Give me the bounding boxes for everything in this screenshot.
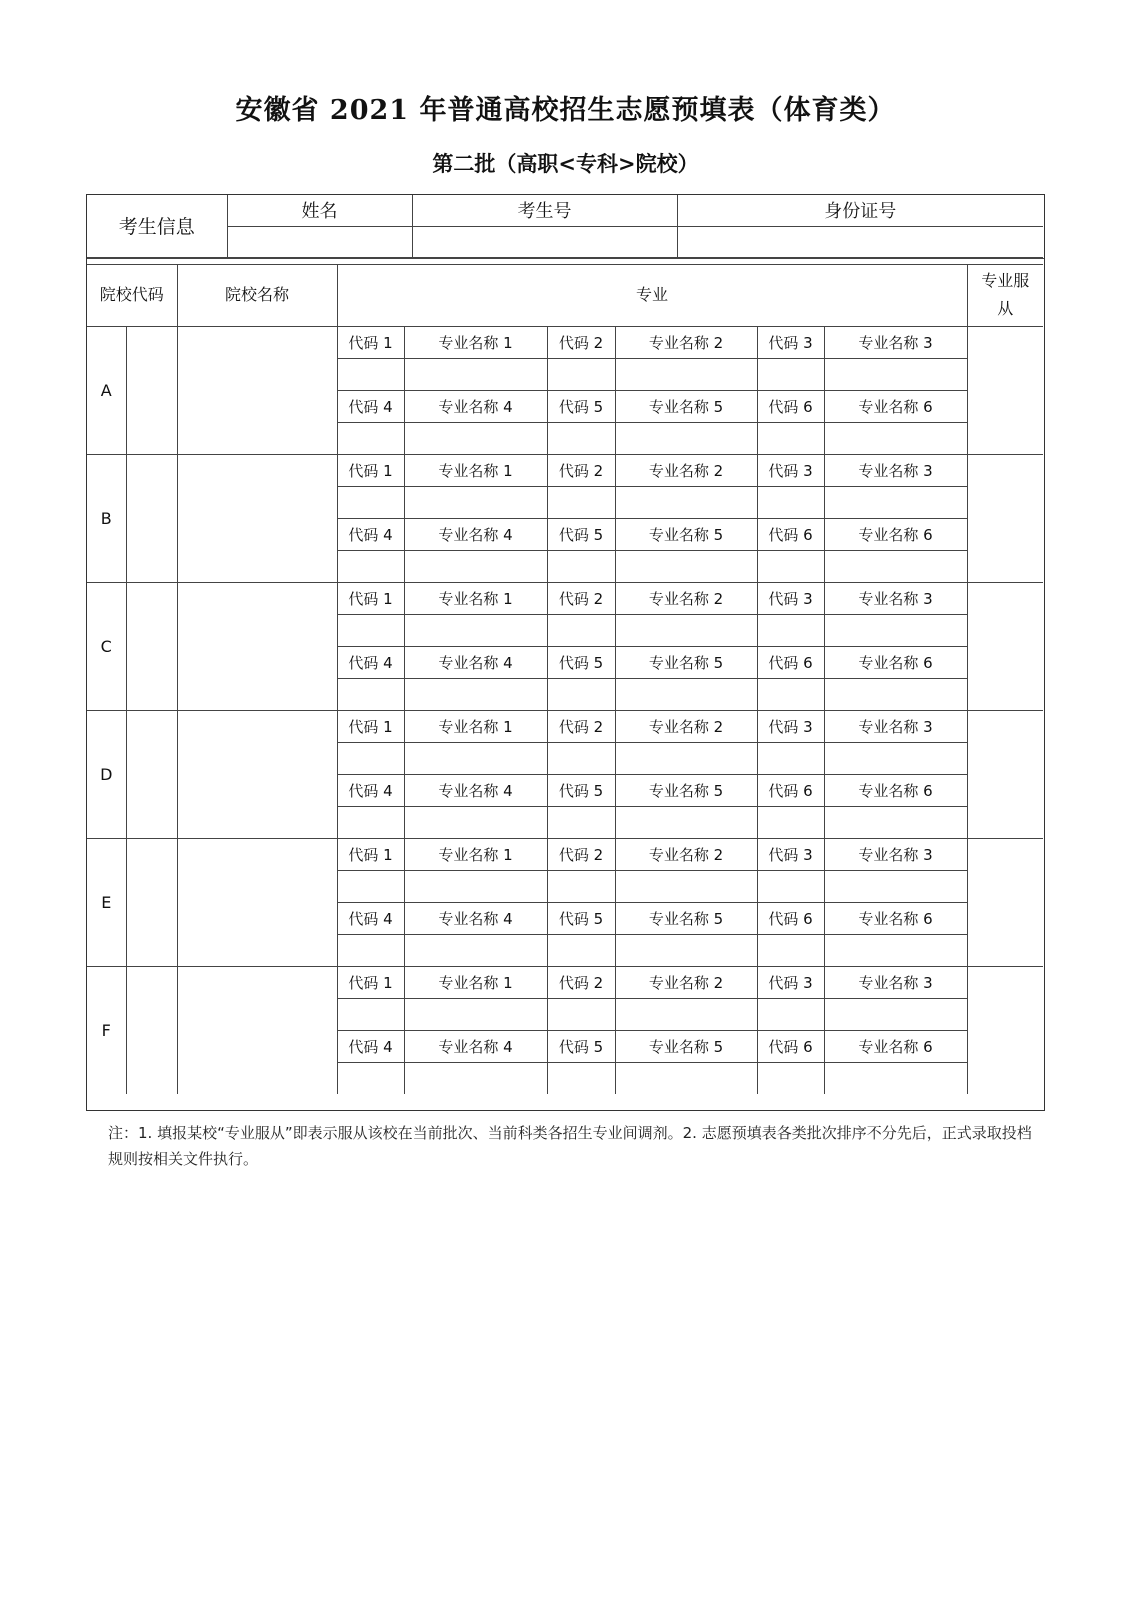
major-code-label: 代码 1 [337, 454, 404, 486]
major-name-field[interactable] [404, 678, 547, 710]
major-name-label: 专业名称 6 [824, 902, 967, 934]
major-code-label: 代码 4 [337, 774, 404, 806]
school-code-field[interactable] [126, 966, 177, 1094]
major-name-label: 专业名称 4 [404, 390, 547, 422]
school-letter: F [87, 966, 126, 1094]
major-code-label: 代码 2 [547, 326, 615, 358]
major-name-label: 专业名称 1 [404, 966, 547, 998]
major-code-field[interactable] [547, 934, 615, 966]
batch-subtitle: 第二批（高职<专科>院校） [432, 151, 699, 176]
major-code-label: 代码 3 [757, 966, 824, 998]
major-name-label: 专业名称 1 [404, 454, 547, 486]
major-code-field[interactable] [757, 358, 824, 390]
major-name-field[interactable] [824, 550, 967, 582]
major-code-label: 代码 5 [547, 774, 615, 806]
major-name-field[interactable] [404, 998, 547, 1030]
major-name-label: 专业名称 2 [615, 838, 757, 870]
major-name-field[interactable] [615, 550, 757, 582]
major-name-field[interactable] [824, 1062, 967, 1094]
student-info-label: 考生信息 [87, 195, 227, 257]
major-name-label: 专业名称 3 [824, 326, 967, 358]
major-name-label: 专业名称 2 [615, 710, 757, 742]
major-name-label: 专业名称 3 [824, 710, 967, 742]
major-code-label: 代码 6 [757, 774, 824, 806]
major-code-field[interactable] [757, 678, 824, 710]
major-code-field[interactable] [337, 806, 404, 838]
major-name-label: 专业名称 5 [615, 518, 757, 550]
major-name-label: 专业名称 4 [404, 1030, 547, 1062]
major-name-label: 专业名称 5 [615, 774, 757, 806]
major-code-label: 代码 5 [547, 902, 615, 934]
major-name-field[interactable] [615, 934, 757, 966]
major-code-field[interactable] [547, 806, 615, 838]
major-code-label: 代码 1 [337, 966, 404, 998]
major-obey-field[interactable] [967, 966, 1043, 1094]
major-code-field[interactable] [757, 806, 824, 838]
major-code-label: 代码 4 [337, 646, 404, 678]
major-code-label: 代码 2 [547, 582, 615, 614]
school-code-field[interactable] [126, 710, 177, 838]
school-name-field[interactable] [177, 454, 337, 582]
major-code-field[interactable] [757, 742, 824, 774]
name-header: 姓名 [227, 195, 412, 226]
major-code-label: 代码 4 [337, 390, 404, 422]
major-name-field[interactable] [404, 1062, 547, 1094]
major-name-field[interactable] [615, 998, 757, 1030]
major-code-field[interactable] [547, 614, 615, 646]
major-name-field[interactable] [404, 486, 547, 518]
major-name-field[interactable] [824, 934, 967, 966]
major-name-label: 专业名称 3 [824, 838, 967, 870]
major-obey-field[interactable] [967, 838, 1043, 966]
major-code-label: 代码 3 [757, 454, 824, 486]
major-name-label: 专业名称 4 [404, 646, 547, 678]
major-name-label: 专业名称 1 [404, 838, 547, 870]
major-name-field[interactable] [615, 870, 757, 902]
major-obey-field[interactable] [967, 326, 1043, 454]
major-code-label: 代码 2 [547, 838, 615, 870]
school-block-row [87, 454, 1043, 486]
major-name-label: 专业名称 2 [615, 966, 757, 998]
school-block-row [87, 710, 1043, 742]
major-name-label: 专业名称 6 [824, 774, 967, 806]
major-code-field[interactable] [337, 550, 404, 582]
major-obey-header: 专业服从 [967, 264, 1043, 326]
school-name-field[interactable] [177, 582, 337, 710]
major-name-field[interactable] [824, 998, 967, 1030]
major-code-label: 代码 5 [547, 518, 615, 550]
major-obey-field[interactable] [967, 454, 1043, 582]
major-code-field[interactable] [757, 934, 824, 966]
major-code-label: 代码 4 [337, 518, 404, 550]
major-code-field[interactable] [547, 358, 615, 390]
major-code-label: 代码 6 [757, 646, 824, 678]
major-name-field[interactable] [404, 550, 547, 582]
school-code-header: 院校代码 [87, 264, 177, 326]
major-name-field[interactable] [615, 486, 757, 518]
major-name-label: 专业名称 5 [615, 902, 757, 934]
major-name-field[interactable] [615, 614, 757, 646]
school-block-row [87, 326, 1043, 358]
major-name-field[interactable] [824, 742, 967, 774]
major-name-label: 专业名称 3 [824, 966, 967, 998]
major-code-field[interactable] [337, 1062, 404, 1094]
major-code-field[interactable] [337, 486, 404, 518]
school-code-field[interactable] [126, 454, 177, 582]
major-code-label: 代码 3 [757, 582, 824, 614]
major-name-label: 专业名称 3 [824, 582, 967, 614]
major-name-field[interactable] [824, 678, 967, 710]
major-name-field[interactable] [824, 614, 967, 646]
major-name-field[interactable] [615, 742, 757, 774]
major-code-field[interactable] [757, 870, 824, 902]
major-code-label: 代码 4 [337, 902, 404, 934]
major-name-field[interactable] [824, 806, 967, 838]
major-name-label: 专业名称 1 [404, 326, 547, 358]
major-code-field[interactable] [337, 934, 404, 966]
major-name-label: 专业名称 6 [824, 518, 967, 550]
major-name-label: 专业名称 2 [615, 454, 757, 486]
id-number-header: 身份证号 [677, 195, 1043, 226]
major-code-label: 代码 4 [337, 1030, 404, 1062]
major-name-field[interactable] [824, 358, 967, 390]
major-name-label: 专业名称 5 [615, 1030, 757, 1062]
major-code-label: 代码 3 [757, 326, 824, 358]
major-code-field[interactable] [547, 742, 615, 774]
major-code-label: 代码 5 [547, 646, 615, 678]
major-code-field[interactable] [757, 422, 824, 454]
major-name-field[interactable] [824, 422, 967, 454]
major-name-label: 专业名称 4 [404, 902, 547, 934]
major-name-field[interactable] [404, 870, 547, 902]
major-code-field[interactable] [337, 998, 404, 1030]
school-block-row [87, 966, 1043, 998]
major-name-field[interactable] [404, 742, 547, 774]
major-name-field[interactable] [824, 870, 967, 902]
school-name-header: 院校名称 [177, 264, 337, 326]
major-code-field[interactable] [757, 486, 824, 518]
major-name-label: 专业名称 6 [824, 1030, 967, 1062]
school-code-field[interactable] [126, 326, 177, 454]
major-code-label: 代码 5 [547, 1030, 615, 1062]
major-code-field[interactable] [547, 422, 615, 454]
school-letter: B [87, 454, 126, 582]
school-letter: E [87, 838, 126, 966]
major-name-field[interactable] [404, 422, 547, 454]
major-code-label: 代码 1 [337, 582, 404, 614]
major-obey-field[interactable] [967, 582, 1043, 710]
major-code-field[interactable] [547, 678, 615, 710]
school-letter: C [87, 582, 126, 710]
major-code-label: 代码 3 [757, 838, 824, 870]
major-name-field[interactable] [615, 422, 757, 454]
major-code-field[interactable] [547, 870, 615, 902]
major-name-label: 专业名称 1 [404, 710, 547, 742]
school-letter: D [87, 710, 126, 838]
school-letter: A [87, 326, 126, 454]
application-form [86, 194, 1045, 1111]
major-code-field[interactable] [757, 614, 824, 646]
major-code-field[interactable] [337, 678, 404, 710]
major-name-label: 专业名称 6 [824, 390, 967, 422]
major-name-label: 专业名称 5 [615, 646, 757, 678]
school-code-field[interactable] [126, 582, 177, 710]
major-name-label: 专业名称 1 [404, 582, 547, 614]
id-number-field[interactable] [677, 226, 1043, 257]
major-name-field[interactable] [615, 358, 757, 390]
major-code-field[interactable] [757, 998, 824, 1030]
major-code-label: 代码 6 [757, 518, 824, 550]
major-name-field[interactable] [404, 358, 547, 390]
major-name-label: 专业名称 6 [824, 646, 967, 678]
major-code-field[interactable] [337, 742, 404, 774]
major-code-label: 代码 5 [547, 390, 615, 422]
major-code-field[interactable] [337, 870, 404, 902]
major-name-field[interactable] [404, 934, 547, 966]
major-code-field[interactable] [547, 998, 615, 1030]
major-name-field[interactable] [615, 1062, 757, 1094]
major-code-label: 代码 1 [337, 326, 404, 358]
major-code-field[interactable] [547, 1062, 615, 1094]
major-name-label: 专业名称 5 [615, 390, 757, 422]
major-code-field[interactable] [337, 614, 404, 646]
major-code-field[interactable] [757, 1062, 824, 1094]
school-block-row [87, 838, 1043, 870]
exam-number-header: 考生号 [412, 195, 677, 226]
major-code-label: 代码 6 [757, 1030, 824, 1062]
major-code-label: 代码 1 [337, 710, 404, 742]
school-name-field[interactable] [177, 966, 337, 1094]
student-info-table [87, 195, 1043, 258]
school-name-field[interactable] [177, 838, 337, 966]
preference-table [87, 264, 1043, 1095]
school-code-field[interactable] [126, 838, 177, 966]
school-name-field[interactable] [177, 326, 337, 454]
major-name-field[interactable] [404, 806, 547, 838]
major-name-label: 专业名称 4 [404, 518, 547, 550]
major-code-label: 代码 2 [547, 454, 615, 486]
major-code-label: 代码 2 [547, 710, 615, 742]
major-code-label: 代码 3 [757, 710, 824, 742]
major-code-field[interactable] [337, 422, 404, 454]
major-name-label: 专业名称 2 [615, 582, 757, 614]
major-name-label: 专业名称 3 [824, 454, 967, 486]
major-code-label: 代码 2 [547, 966, 615, 998]
major-obey-field[interactable] [967, 710, 1043, 838]
major-code-label: 代码 1 [337, 838, 404, 870]
school-name-field[interactable] [177, 710, 337, 838]
footnote: 注：1. 填报某校“专业服从”即表示服从该校在当前批次、当前科类各招生专业间调剂。2. 志愿预填表各类批次排序不分先后，正式录取投档规则按相关文件执行。 [108, 1124, 1032, 1168]
exam-number-field[interactable] [412, 226, 677, 257]
form-title: 安徽省 2021 年普通高校招生志愿预填表（体育类） [235, 95, 896, 126]
major-name-label: 专业名称 2 [615, 326, 757, 358]
major-code-field[interactable] [547, 486, 615, 518]
school-block-row [87, 582, 1043, 614]
major-code-label: 代码 6 [757, 390, 824, 422]
major-header: 专业 [337, 264, 967, 326]
major-code-field[interactable] [547, 550, 615, 582]
name-field[interactable] [227, 226, 412, 257]
major-code-field[interactable] [337, 358, 404, 390]
major-name-field[interactable] [824, 486, 967, 518]
major-code-label: 代码 6 [757, 902, 824, 934]
major-name-label: 专业名称 4 [404, 774, 547, 806]
major-code-field[interactable] [757, 550, 824, 582]
major-name-field[interactable] [404, 614, 547, 646]
major-name-field[interactable] [615, 806, 757, 838]
major-name-field[interactable] [615, 678, 757, 710]
